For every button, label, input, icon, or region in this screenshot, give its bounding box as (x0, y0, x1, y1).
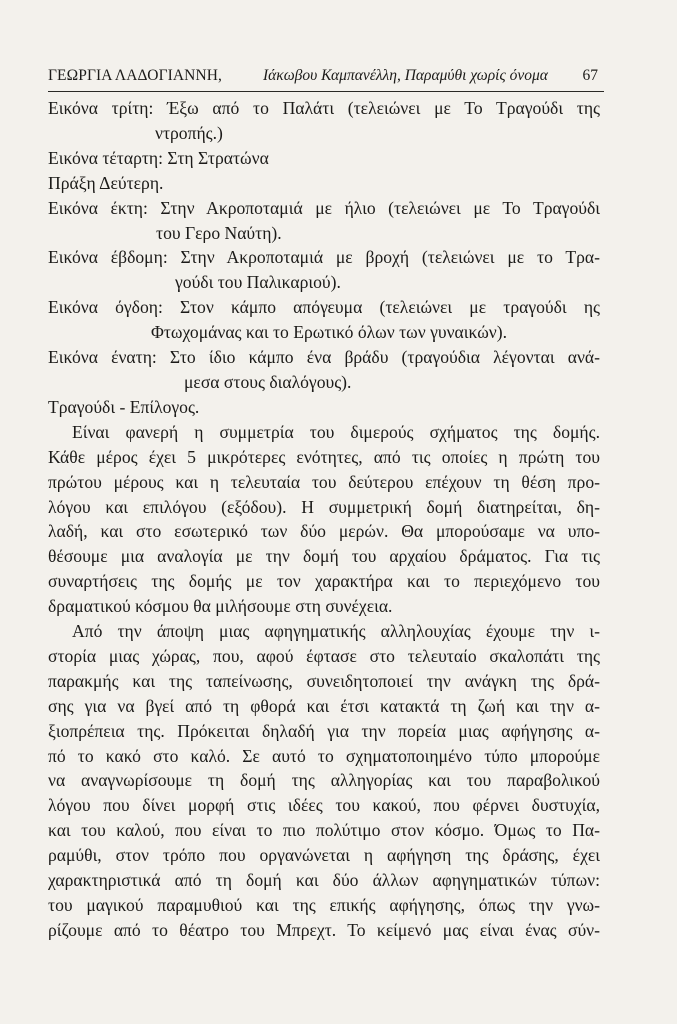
header-work-title: Ιάκωβου Καμπανέλλη, Παραμύθι χωρίς όνομα (263, 67, 548, 84)
outline-line: Εικόνα τρίτη: Έξω από το Παλάτι (τελειώνει με Το Τραγούδι της (48, 98, 600, 118)
outline-line: μεσα στους διαλόγους). (184, 371, 352, 392)
text-line: χαρακτηριστικά από τη δομή και δύο άλλων αφηγηματικών τύπων: (48, 870, 600, 891)
text-line: να αναγνωρίσουμε τη δομή της αλληγορίας και του παραβολικού (48, 770, 600, 791)
page-body (48, 96, 600, 943)
outline-line: Εικόνα έκτη: Στην Ακροποταμιά με ήλιο (τελειώνει με Το Τραγούδι (48, 197, 600, 218)
text-line: ξιοπρέπεια της. Πρόκειται δηλαδή για την πορεία μιας αφήγησης α- (48, 720, 600, 741)
outline-line: Εικόνα έβδομη: Στην Ακροποταμιά με βροχή (τελειώνει με το Τρα- (48, 247, 600, 268)
text-line: λαδή, και στο εσωτερικό των δύο μερών. Θα μπορούσαμε να υπο- (48, 521, 600, 542)
outline-entry (48, 395, 600, 420)
text-line: πό το κακό στο καλό. Σε αυτό το σχηματοποιημένο τύπο μπορούμε (48, 745, 600, 766)
text-line: Είναι φανερή η συμμετρία του διμερούς σχήματος της δομής. (72, 421, 600, 442)
header-rule (48, 91, 604, 92)
outline-entry (48, 146, 600, 171)
text-line: πρώτου μέρους και η τελευταία του δεύτερου επέχουν τη θέση προ- (48, 471, 600, 492)
outline-line: ντροπής.) (155, 122, 223, 143)
page-number: 67 (582, 67, 598, 84)
outline-line: Φτωχομάνας και το Ερωτικό όλων των γυναικών). (151, 322, 507, 343)
outline-line: του Γερο Ναύτη). (156, 222, 282, 243)
paragraph (48, 619, 600, 943)
outline-line: Εικόνα ένατη: Στο ίδιο κάμπο ένα βράδυ (τραγούδια λέγονται ανά- (48, 347, 600, 368)
header-author: ΓΕΩΡΓΙΑ ΛΑΔΟΓΙΑΝΝΗ, (48, 67, 223, 84)
text-line: θέσουμε μια αναλογία με την δομή του αρχαίου δράματος. Για τις (48, 546, 600, 567)
text-line: Από την άποψη μιας αφηγηματικής αλληλουχίας έχουμε την ι- (72, 621, 600, 642)
outline-entry (48, 196, 600, 246)
outline-line: Τραγούδι - Επίλογος. (48, 396, 200, 417)
outline-line: Εικόνα τέταρτη: Στη Στρατώνα (48, 147, 269, 168)
text-line: του μαγικού παραμυθιού και της επικής αφήγησης, όπως την γνω- (48, 895, 600, 915)
scene-outline (48, 96, 600, 420)
text-line: σης για να βγεί από τη φθορά και έτσι κατακτά τη ζωή και την α- (48, 695, 600, 716)
outline-entry (48, 295, 600, 345)
running-header (48, 64, 604, 88)
text-line: στορία μιας χώρας, που, αφού έφτασε στο τελευταίο σκαλοπάτι της (48, 645, 600, 666)
text-line: Κάθε μέρος έχει 5 μικρότερες ενότητες, από τις οποίες η πρώτη του (48, 446, 600, 467)
text-line: δραματικού κόσμου θα μιλήσουμε στη συνέχεια. (48, 596, 393, 617)
text-line: λόγου και επιλόγου (εξόδου). Η συμμετρική δομή διατηρείται, δη- (48, 496, 600, 517)
outline-line: Εικόνα όγδοη: Στον κάμπο απόγευμα (τελειώνει με τραγούδι ης (48, 297, 600, 318)
outline-line: γούδι του Παλικαριού). (175, 272, 341, 293)
outline-entry (48, 245, 600, 295)
text-line: ραμύθι, στον τρόπο που οργανώνεται η αφήγηση της δράσης, έχει (48, 845, 600, 866)
outline-line: Πράξη Δεύτερη. (48, 172, 164, 193)
text-line: παρακμής και της ταπείνωσης, συνειδητοποιεί την ανάγκη της δρά- (48, 670, 600, 691)
outline-entry (48, 96, 600, 146)
text-line: συναρτήσεις της δομής με τον χαρακτήρα και το περιεχόμενο του (48, 571, 600, 592)
outline-entry (48, 171, 600, 196)
text-line: λόγου που δίνει μορφή στις ιδέες του κακού, που φέρνει δυστυχία, (48, 795, 600, 816)
text-line: ρίζουμε από το θέατρο του Μπρεχτ. Το κείμενό μας είναι ένας σύν- (48, 919, 600, 940)
text-line: και του καλού, που είναι το πιο πολύτιμο στον κόσμο. Όμως το Πα- (48, 820, 600, 841)
paragraph (48, 420, 600, 619)
outline-entry (48, 345, 600, 395)
